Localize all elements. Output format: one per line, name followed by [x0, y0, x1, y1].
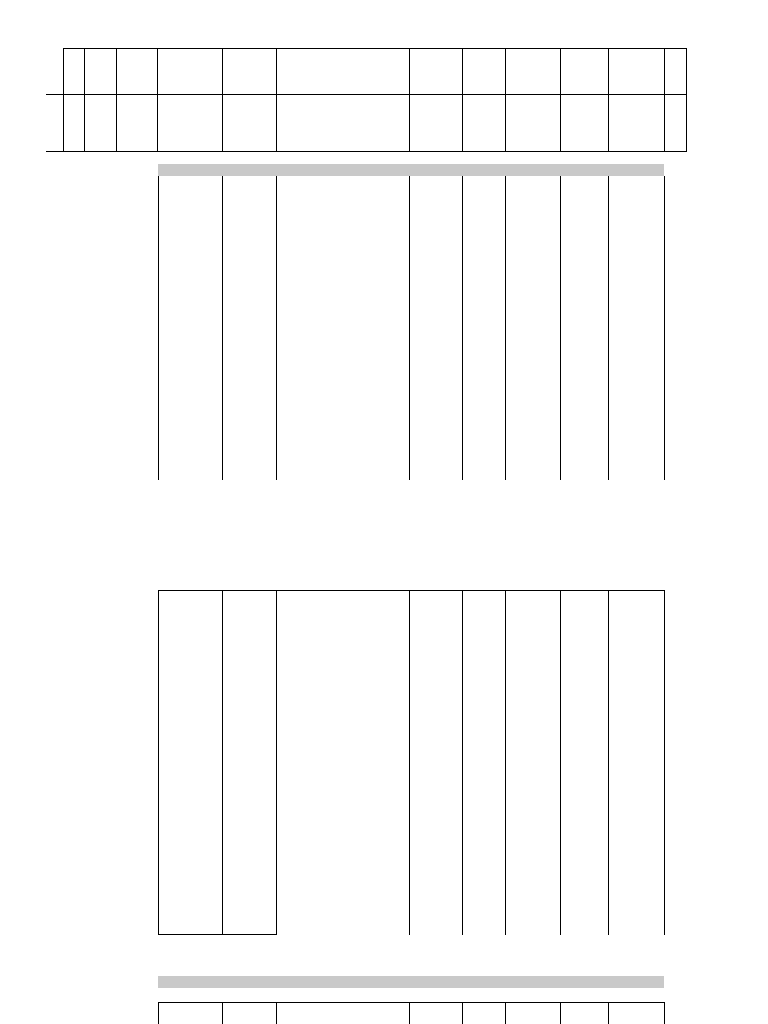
meta-band	[158, 164, 664, 176]
meta-34-band	[158, 976, 664, 988]
